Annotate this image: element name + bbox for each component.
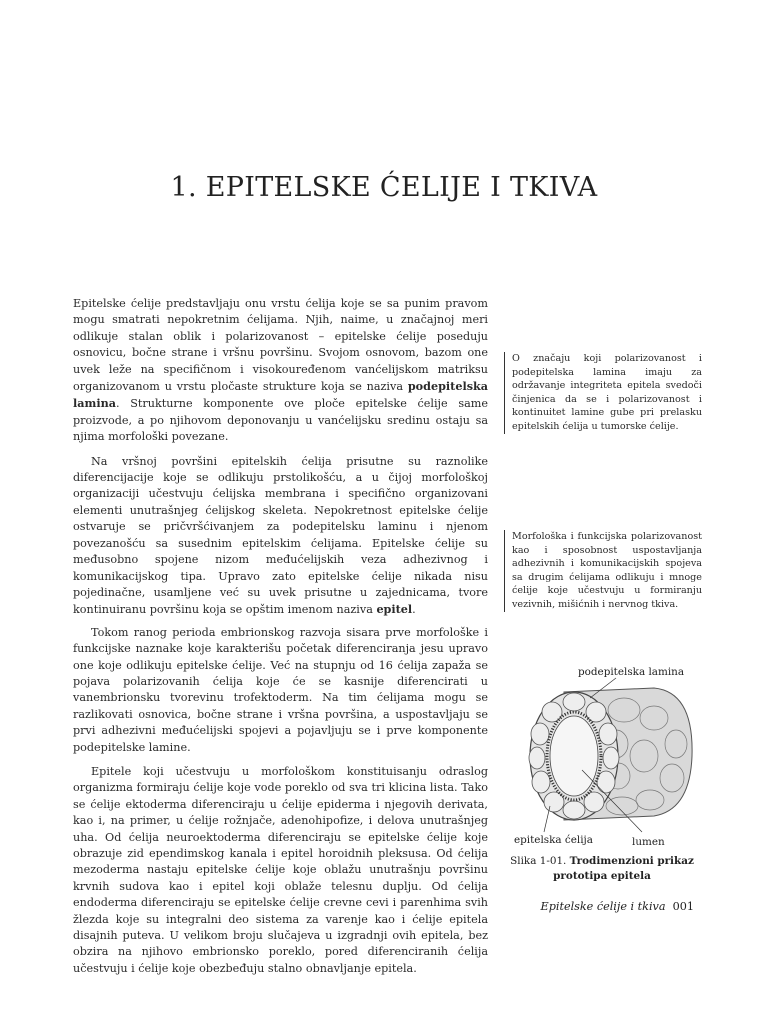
figure-epithelium — [504, 660, 700, 892]
paragraph-2: Na vršnoj površini epitelskih ćelija prisutne su raznolike diferencijacije koje se odlikuju prstolikošću, a u čijoj morfološkoj organizaciji učestvuju ćelijska membrana i specifično organizovani elementi unutrašnjeg ćelijskog skeleta. Nepokretnost epitelske ćelije ostvaruje se pričvršćivanjem za podepitelsku laminu i njenom povezanošću sa susednim epitelskim ćelijama. Epitelske ćelije su međusobno spojene nizom međućelijskih veza adhezivnog i komunikacijskog tipa. Upravo zato epitelske ćelije nikada nisu pojedinačne, usamljene već su uvek prisutne u zajednicama, tvore kontinuiranu površinu koja se opštim imenom naziva epitel. — [73, 454, 488, 617]
term-epitel: epitel — [376, 602, 413, 617]
label-lumen: lumen — [632, 836, 665, 848]
page-number: 001 — [672, 900, 694, 913]
paragraph-3: Tokom ranog perioda embrionskog razvoja sisara prve morfološke i funkcijske naznake koje karakterišu početak diferenciranja jesu upravo one koje odlikuju epitelske ćelije. Već na stupnju od 16 ćelija zapaža se pojava polarizovanih ćelija koje će se kasnije diferencirati u vanembrionsku tvorevinu trofektoderm. Na tim ćelijama mogu se razlikovati osnovica, bočne strane i vršna površina, a uspostavljaju se prvi adhezivni međućelijski spojevi a pojavljuju se i prve komponente podepitelske lamine. — [73, 625, 488, 754]
sidenote-2: Morfološka i funkcijska polarizovanost kao i sposobnost uspostavljanja adhezivnih i komunikacijskih spojeva sa drugim ćelijama odlikuju i mnoge ćelije koje učestvuju u formiranju vezivnih, mišićnih i nervnog tkiva. — [504, 530, 702, 612]
page-footer — [541, 900, 694, 913]
label-podepitelska-lamina: podepitelska lamina — [578, 666, 685, 678]
term-podepitelska-lamina: podepitelska lamina — [73, 379, 488, 411]
paragraph-4: Epitele koji učestvuju u morfološkom konstituisanju odraslog organizma formiraju ćelije koje vode poreklo od sva tri klicina lista. Tako se ćelije ektoderma diferenciraju u ćelije epiderma i njegovih derivata, kao i, na primer, u ćelije rožnjače, adenohipofize, i delova unutrašnjeg uha. Od ćelija neuroektoderma diferenciraju se epitelske ćelije koje obrazuje zid ependimskog kanala i epitel horoidnih pleksusa. Od ćelija mezoderma nastaju epitelske ćelije koje oblažu unutrašnju površinu krvnih sudova kao i epitel koji oblaže telesnu duplju. Od ćelija endoderma diferenciraju se epitelske ćelije crevne cevi i parenhima svih žlezda koje su integralni deo sistema za varenje kao i ćelije epitela disajnih puteva. U velikom broju slučajeva u izgradnji ovih epitela, bez obzira na njihovo embrionsko poreklo, pored diferenciranih ćelija učestvuju i ćelije koje obezbeđuju stalno obnavljanje epitela. — [73, 764, 488, 975]
label-epitelska-celija: epitelska ćelija — [514, 834, 593, 846]
epithelium-illustration — [504, 660, 700, 840]
sidenote-1: O značaju koji polarizovanost i podepitelska lamina imaju za održavanje integriteta epitela svedoči činjenica da se i polarizovanost i kontinuitet lamine gube pri prelasku epitelskih ćelija u tumorske ćelije. — [504, 352, 702, 434]
figure-caption: Slika 1-01. Trodimenzioni prikaz prototipa epitela — [510, 855, 694, 882]
chapter-title: 1. EPITELSKE ĆELIJE I TKIVA — [170, 172, 598, 203]
paragraph-1: Epitelske ćelije predstavljaju onu vrstu ćelija koje se sa punim pravom mogu smatrati nepokretnim ćelijama. Njih, naime, u značajnoj meri odlikuje stalan oblik i polarizovanost – epitelske ćelije poseduju osnovicu, bočne strane i vršnu površinu. Svojom osnovom, bazom one uvek leže na specifičnom i visokouređenom vanćelijskom matriksu organizovanom u vrstu pločaste strukture koja se naziva podepitelska lamina. Strukturne komponente ove ploče epitelske ćelije same proizvode, a po njihovom deponovanju u vanćelijsku sredinu ostaju sa njima morfološki povezane. — [73, 297, 488, 444]
footer-section-title: Epitelske ćelije i tkiva — [540, 900, 666, 913]
main-text — [73, 296, 488, 985]
